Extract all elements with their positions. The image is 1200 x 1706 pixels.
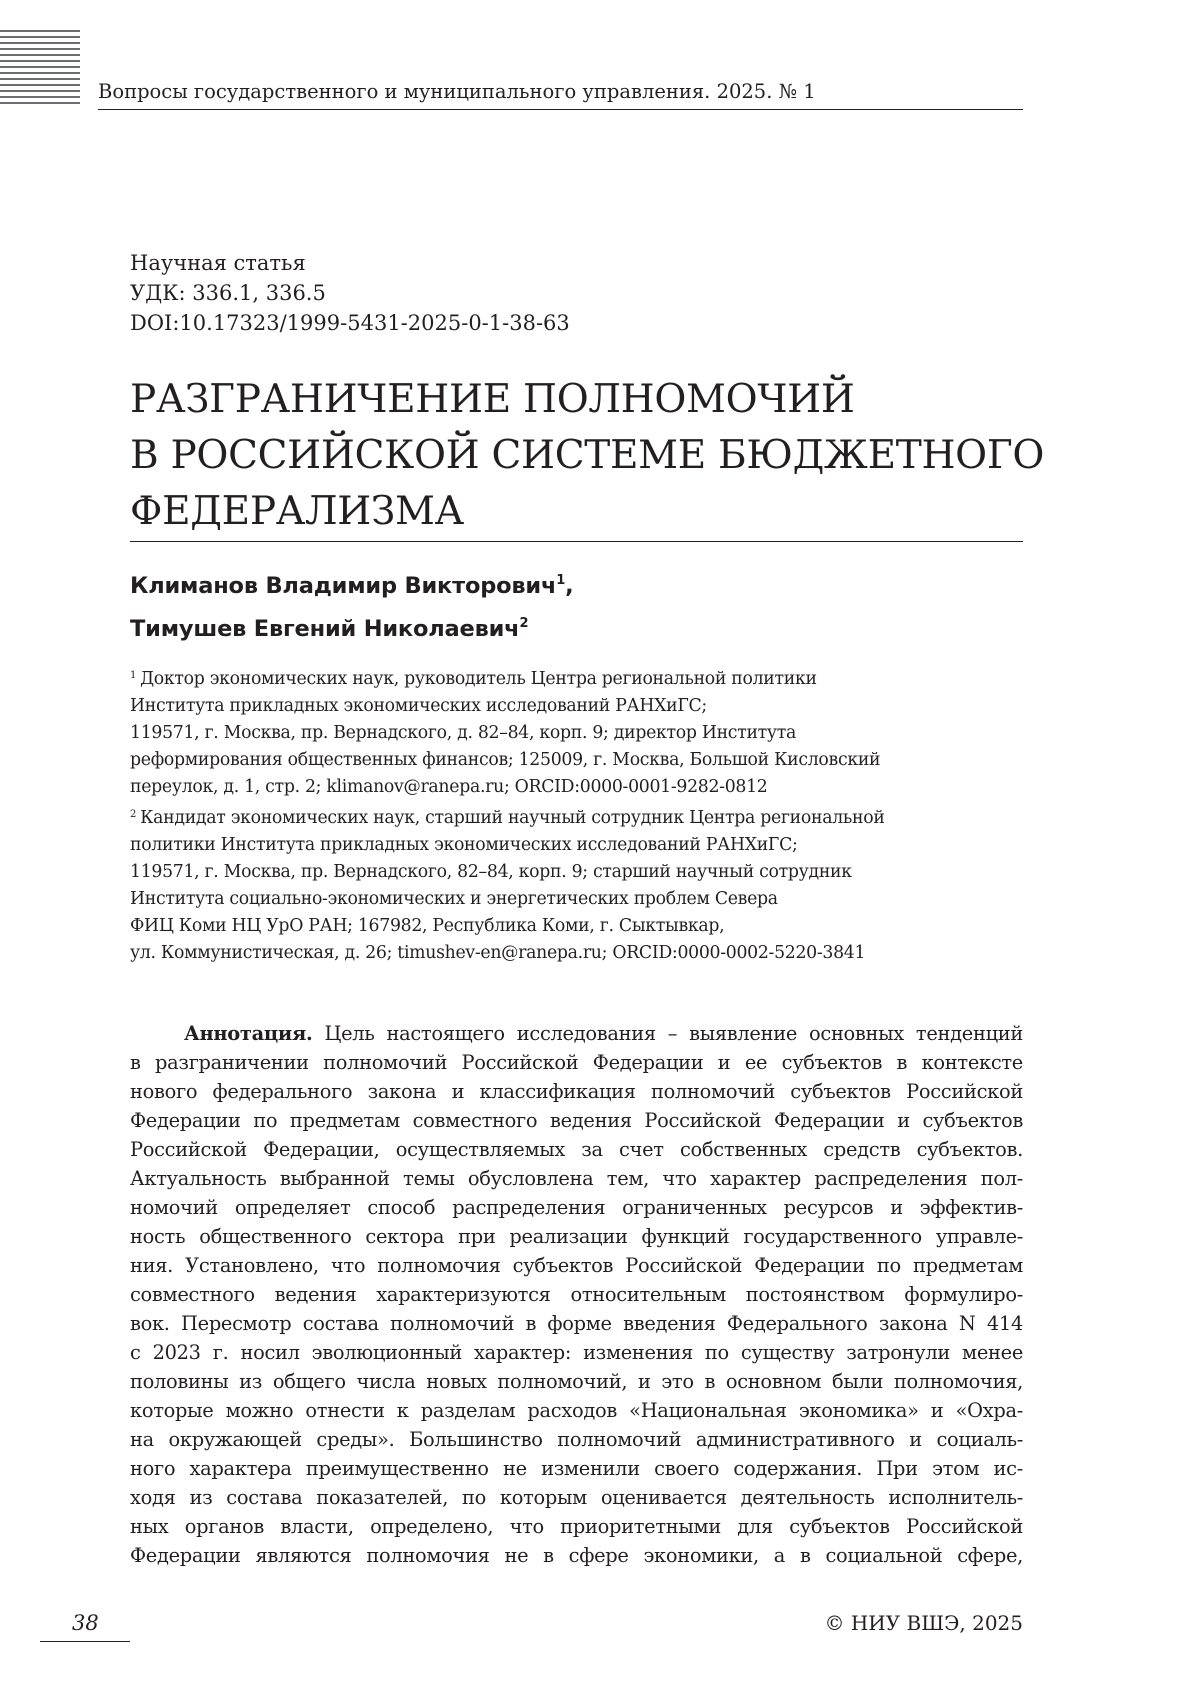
affiliation-marker: 1	[130, 670, 137, 681]
author	[130, 605, 573, 648]
affiliation-line: ФИЦ Коми НЦ УрО РАН; 167982, Республика Коми, г. Сыктывкар,	[130, 916, 725, 936]
abstract-line: на окружающей среды». Большинство полномочий административного и социаль-	[130, 1428, 1023, 1451]
affiliation-line: политики Института прикладных экономических исследований РАНХиГС;	[130, 835, 798, 855]
affiliation-line: Института прикладных экономических исследований РАНХиГС;	[130, 696, 707, 716]
article-meta	[130, 248, 570, 338]
title-line: В РОССИЙСКОЙ СИСТЕМЕ БЮДЖЕТНОГО	[130, 433, 1045, 478]
article-type: Научная статья	[130, 251, 306, 275]
abstract-line: Федерации являются полномочия не в сфере экономики, а в социальной сфере,	[130, 1544, 1023, 1567]
page-number-rule	[40, 1641, 130, 1642]
udk-code: УДК: 336.1, 336.5	[130, 281, 326, 305]
abstract-line: нового федерального закона и классификация полномочий субъектов Российской	[130, 1080, 1023, 1103]
affiliation-line: реформирования общественных финансов; 125009, г. Москва, Большой Кисловский	[130, 750, 881, 770]
header-rule	[98, 109, 1023, 110]
journal-running-header: Вопросы государственного и муниципального управления. 2025. № 1	[98, 80, 816, 103]
copyright-notice: © НИУ ВШЭ, 2025	[824, 1611, 1023, 1635]
abstract-line: ного характера преимущественно не изменили своего содержания. При этом ис-	[130, 1457, 1023, 1480]
title-line: ФЕДЕРАЛИЗМА	[130, 489, 464, 534]
author	[130, 562, 573, 605]
title-line: РАЗГРАНИЧЕНИЕ ПОЛНОМОЧИЙ	[130, 377, 855, 422]
abstract-line: половины из общего числа новых полномочий, и это в основном были полномочия,	[130, 1370, 1023, 1393]
affiliation-line: $^1$ Доктор экономических наук, руководитель Центра региональной политики	[130, 669, 817, 689]
abstract-line: Актуальность выбранной темы обусловлена тем, что характер распределения пол-	[130, 1167, 1023, 1190]
title-rule	[130, 541, 1023, 542]
abstract-line: номочий определяет способ распределения ограниченных ресурсов и эффектив-	[130, 1196, 1023, 1219]
affiliation-line: Института социально-экономических и энергетических проблем Севера	[130, 889, 778, 909]
affiliation-line: ул. Коммунистическая, д. 26; timushev-en@ranepa.ru; ORCID:0000-0002-5220-3841	[130, 943, 866, 963]
author-name: Климанов Владимир Викторович	[130, 573, 557, 599]
affiliation-marker: 2	[130, 809, 137, 820]
abstract-line: Аннотация. Цель настоящего исследования – выявление основных тенденций	[184, 1022, 1023, 1045]
abstract-line: Федерации по предметам совместного ведения Российской Федерации и субъектов	[130, 1109, 1023, 1132]
affiliation-line: 119571, г. Москва, пр. Вернадского, 82–84, корп. 9; старший научный сотрудник	[130, 862, 852, 882]
affiliations	[130, 662, 885, 967]
abstract-line: совместного ведения характеризуются относительным постоянством формулиро-	[130, 1283, 1023, 1306]
header-stripes-decoration	[0, 30, 80, 110]
abstract-line: ходя из состава показателей, по которым оценивается деятельность исполнитель-	[130, 1486, 1023, 1509]
abstract-line: в разграничении полномочий Российской Федерации и ее субъектов в контексте	[130, 1051, 1023, 1074]
abstract-line: Российской Федерации, осуществляемых за счет собственных средств субъектов.	[130, 1138, 1023, 1161]
abstract-line: ность общественного сектора при реализации функций государственного управле-	[130, 1225, 1023, 1248]
affiliation-line: $^2$ Кандидат экономических наук, старший научный сотрудник Центра региональной	[130, 808, 885, 828]
abstract-label: Аннотация.	[184, 1022, 313, 1045]
abstract-line: вок. Пересмотр состава полномочий в форме введения Федерального закона N 414	[130, 1312, 1023, 1335]
abstract-line: с 2023 г. носил эволюционный характер: изменения по существу затронули менее	[130, 1341, 1023, 1364]
abstract	[130, 1019, 1023, 1570]
abstract-line: ных органов власти, определено, что приоритетными для субъектов Российской	[130, 1515, 1023, 1538]
author-affiliation-marker: 2	[519, 616, 529, 631]
affiliation-line: 119571, г. Москва, пр. Вернадского, д. 82–84, корп. 9; директор Института	[130, 723, 797, 743]
author-name: Тимушев Евгений Николаевич	[130, 616, 520, 642]
abstract-line: ния. Установлено, что полномочия субъектов Российской Федерации по предметам	[130, 1254, 1023, 1277]
article-title	[130, 372, 1044, 540]
author-affiliation-marker: 1	[556, 573, 566, 588]
affiliation-line: переулок, д. 1, стр. 2; klimanov@ranepa.ru; ORCID:0000-0001-9282-0812	[130, 777, 768, 797]
author-separator: ,	[565, 573, 574, 599]
author-list	[130, 562, 573, 648]
doi: DOI:10.17323/1999-5431-2025-0-1-38-63	[130, 311, 570, 335]
abstract-line: которые можно отнести к разделам расходов «Национальная экономика» и «Охра-	[130, 1399, 1023, 1422]
page-number: 38	[72, 1611, 99, 1635]
